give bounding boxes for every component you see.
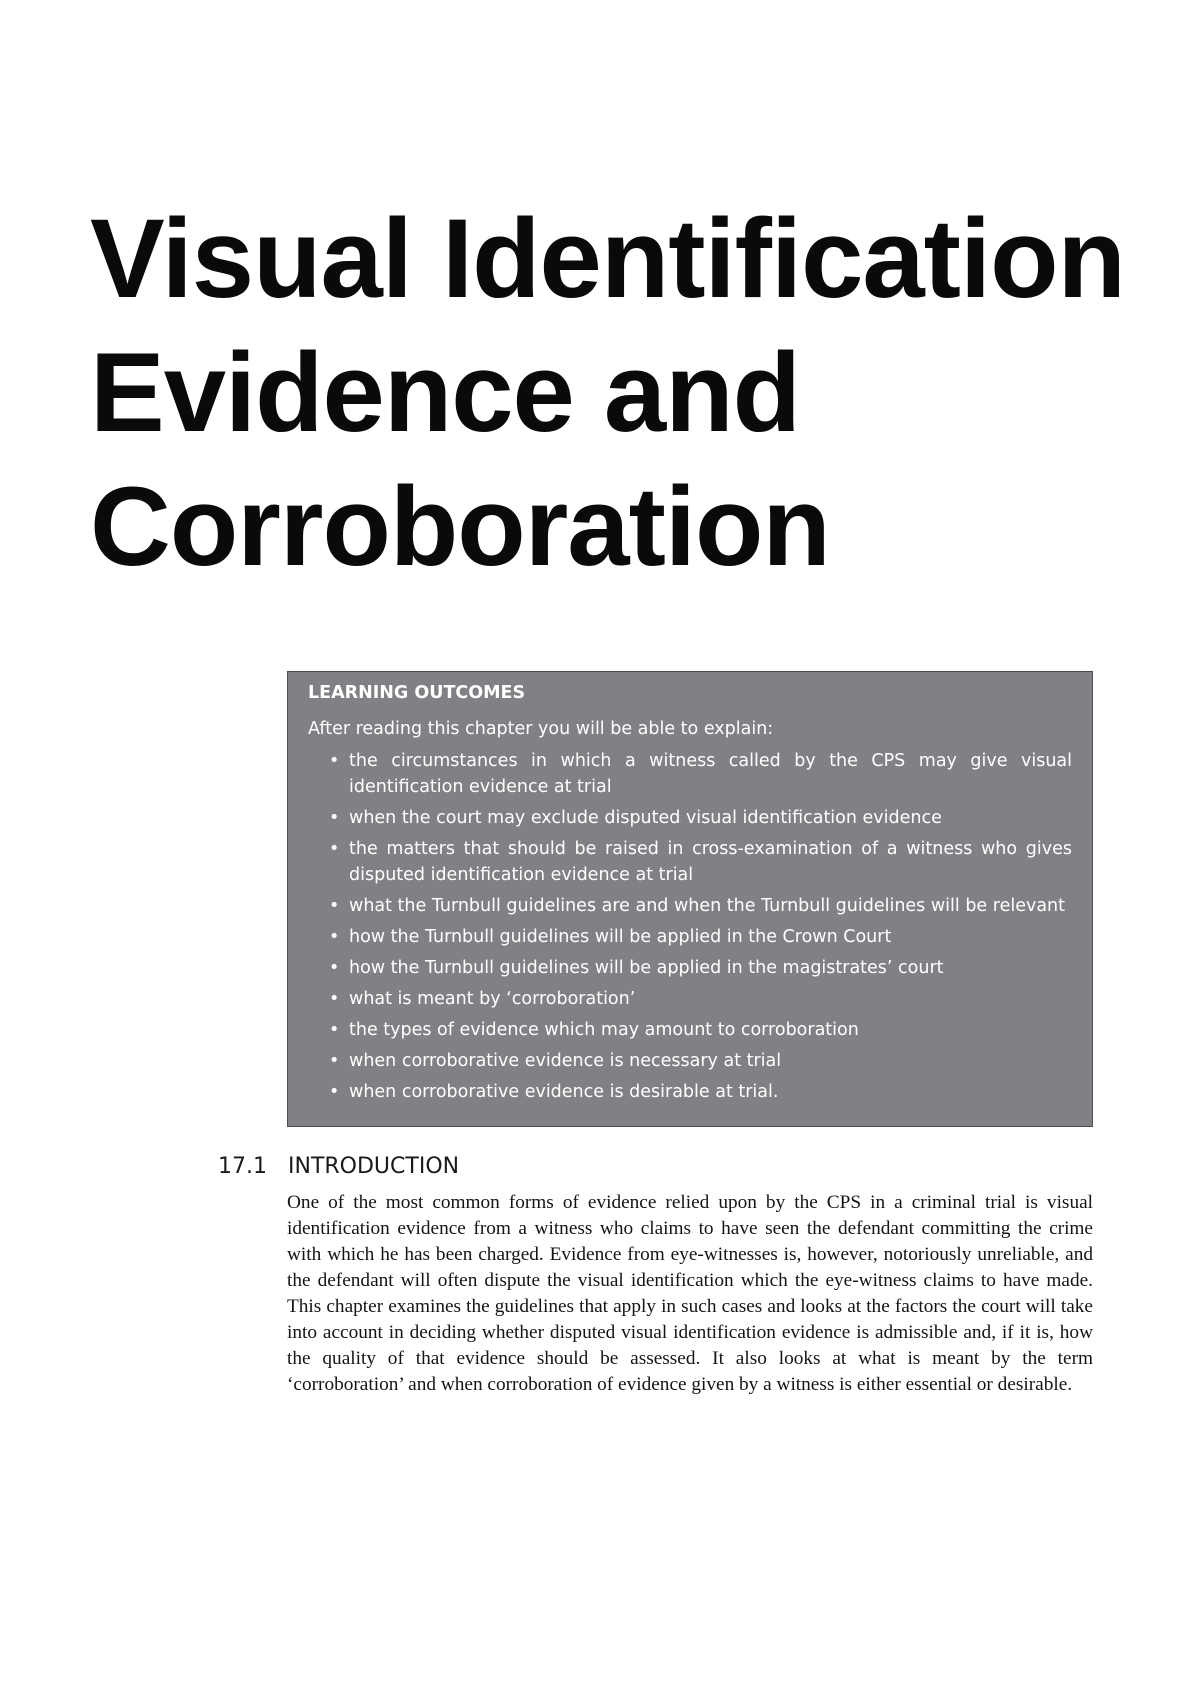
learning-outcome-text: when corroborative evidence is desirable at trial. (349, 1082, 779, 1102)
bullet-icon: • (329, 1082, 340, 1102)
learning-outcome-item (329, 955, 1072, 981)
bullet-icon: • (329, 958, 340, 978)
learning-outcome-item (329, 1017, 1072, 1043)
bullet-icon: • (329, 1051, 340, 1071)
learning-outcomes-intro: After reading this chapter you will be able to explain: (308, 719, 774, 739)
learning-outcome-text: what the Turnbull guidelines are and when the Turnbull guidelines will be relevant (349, 896, 1066, 916)
bullet-icon: • (329, 927, 340, 947)
bullet-icon: • (329, 1020, 340, 1040)
learning-outcome-item (329, 805, 1072, 831)
learning-outcome-text: when the court may exclude disputed visual identification evidence (349, 808, 942, 828)
learning-outcome-text: what is meant by ‘corroboration’ (349, 989, 636, 1009)
learning-outcomes-box (287, 671, 1093, 1127)
chapter-title-line-1: Visual Identification (90, 196, 1125, 321)
bullet-icon: • (329, 808, 340, 828)
bullet-icon: • (329, 751, 340, 771)
bullet-icon: • (329, 896, 340, 916)
learning-outcomes-heading: LEARNING OUTCOMES (308, 683, 526, 703)
learning-outcome-text: how the Turnbull guidelines will be applied in the magistrates’ court (349, 958, 944, 978)
section-heading (218, 1153, 459, 1181)
chapter-title (90, 192, 1180, 594)
section-number: 17.1 (218, 1154, 267, 1179)
learning-outcome-text: how the Turnbull guidelines will be applied in the Crown Court (349, 927, 892, 947)
learning-outcomes-list (308, 748, 1072, 1105)
learning-outcome-item (329, 986, 1072, 1012)
learning-outcome-item (329, 748, 1072, 800)
learning-outcome-text: the circumstances in which a witness called by the CPS may give visual identification evidence at trial (349, 751, 1072, 797)
learning-outcome-item (329, 924, 1072, 950)
chapter-title-line-2: Evidence and (90, 330, 801, 455)
learning-outcome-text: the types of evidence which may amount to corroboration (349, 1020, 859, 1040)
introduction-paragraph: One of the most common forms of evidence relied upon by the CPS in a criminal trial is visual identification evidence from a witness who claims to have seen the defendant committing the crime with which he has been charged. Evidence from eye-witnesses is, however, notoriously unreliable, and the defendant will often dispute the visual identification which the eye-witness claims to have made. This chapter examines the guidelines that apply in such cases and looks at the factors the court will take into account in deciding whether disputed visual identification evidence is admissible and, if it is, how the quality of that evidence should be assessed. It also looks at what is meant by the term ‘corroboration’ and when corroboration of evidence given by a witness is either essential or desirable. (287, 1192, 1093, 1395)
learning-outcome-text: the matters that should be raised in cross-examination of a witness who gives disputed identification evidence at trial (349, 839, 1072, 885)
learning-outcome-item (329, 836, 1072, 888)
learning-outcome-item (329, 1079, 1072, 1105)
bullet-icon: • (329, 989, 340, 1009)
chapter-title-line-3: Corroboration (90, 464, 830, 589)
section-title: INTRODUCTION (288, 1154, 460, 1179)
learning-outcome-item (329, 893, 1072, 919)
learning-outcome-text: when corroborative evidence is necessary at trial (349, 1051, 782, 1071)
learning-outcome-item (329, 1048, 1072, 1074)
bullet-icon: • (329, 839, 340, 859)
